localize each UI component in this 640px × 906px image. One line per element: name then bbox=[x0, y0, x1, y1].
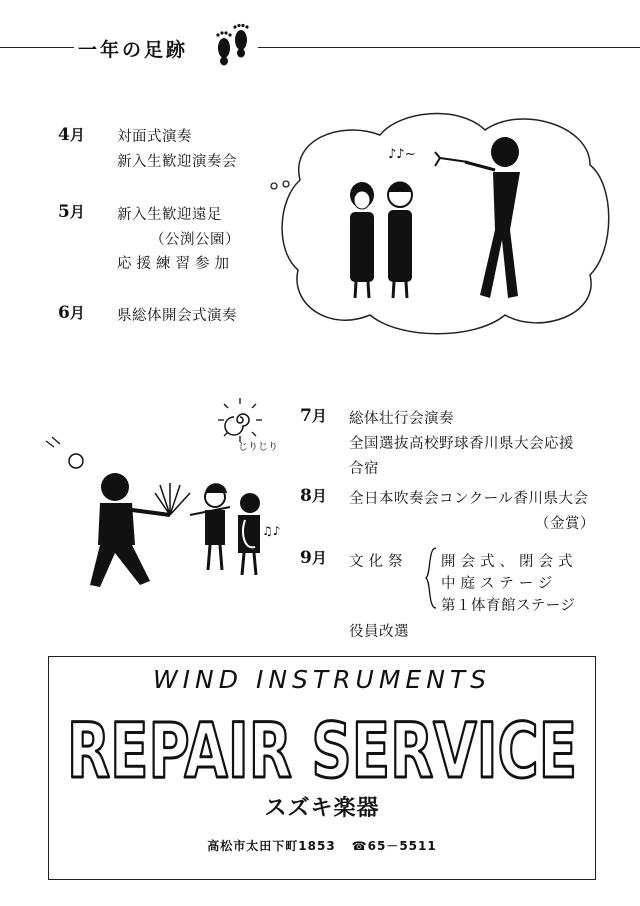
footprints-icon bbox=[212, 24, 254, 70]
sun-caption: じりじり bbox=[238, 442, 278, 453]
heading-rule-left bbox=[0, 47, 74, 48]
event-gasshuku: 合宿 bbox=[349, 461, 379, 477]
month-august: 8月 bbox=[300, 486, 327, 506]
event-kinsho: （金賞） bbox=[535, 516, 595, 532]
ad-phone: ☎65－5511 bbox=[351, 839, 437, 853]
svg-text:♪♪~: ♪♪~ bbox=[388, 147, 416, 162]
event-ouen-practice: 応援練習参加 bbox=[117, 256, 234, 272]
svg-text:REPAIR SERVICE: REPAIR SERVICE bbox=[67, 706, 577, 795]
event-ensoku-place: （公渕公園） bbox=[150, 232, 240, 248]
event-kaikaishiki: 開会式、閉会式 bbox=[441, 554, 578, 570]
event-yakuin-kaisen: 役員改選 bbox=[349, 624, 409, 640]
ad-address: 高松市太田下町1853 bbox=[207, 839, 336, 853]
ad-wind-instruments: WIND INSTRUMENTS bbox=[152, 665, 492, 694]
event-bunkasai: 文化祭 bbox=[349, 554, 408, 570]
cheer-squad-illustration bbox=[40, 435, 290, 605]
trumpet-cloud-illustration bbox=[270, 100, 620, 340]
month-april: 4月 bbox=[58, 125, 85, 145]
month-september: 9月 bbox=[300, 548, 327, 568]
ad-contact bbox=[49, 837, 595, 854]
svg-text:♫♪: ♫♪ bbox=[262, 524, 281, 538]
ad-box bbox=[48, 656, 596, 880]
event-baseball-ouen: 全国選抜高校野球香川県大会応援 bbox=[349, 436, 574, 452]
event-ensoku: 新入生歓迎遠足 bbox=[117, 207, 222, 223]
ad-repair-service bbox=[59, 699, 585, 795]
event-concours: 全日本吹奏会コンクール香川県大会 bbox=[349, 491, 589, 507]
month-june: 6月 bbox=[58, 303, 85, 323]
event-nakaniwa-stage: 中庭ステージ bbox=[441, 576, 558, 592]
month-may: 5月 bbox=[58, 202, 85, 222]
heading-rule-right bbox=[258, 47, 640, 48]
event-taimenshiki: 対面式演奏 bbox=[117, 129, 192, 145]
brace-mark bbox=[424, 546, 438, 610]
month-july: 7月 bbox=[300, 406, 327, 426]
page-heading: 一年の足跡 bbox=[78, 39, 189, 61]
event-soutai-sokokai: 総体壮行会演奏 bbox=[349, 411, 454, 427]
event-shinnyusei-concert: 新入生歓迎演奏会 bbox=[117, 154, 237, 170]
event-kensoutai: 県総体開会式演奏 bbox=[117, 308, 237, 324]
event-gym-stage: 第１体育館ステージ bbox=[441, 598, 576, 614]
ad-company-name: スズキ楽器 bbox=[264, 796, 380, 821]
